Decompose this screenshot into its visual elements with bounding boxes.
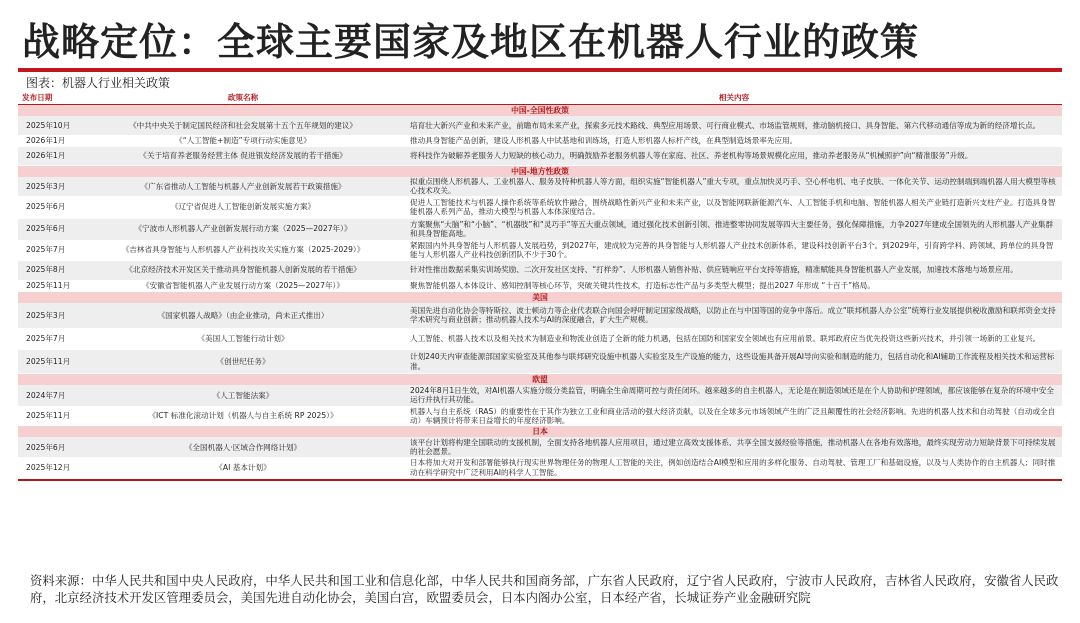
table-bottom-rule: [18, 479, 1062, 481]
header-policy-name: 政策名称: [80, 92, 406, 104]
table-row: [18, 240, 1062, 260]
section-label: 中国-地方性政策: [18, 166, 1062, 178]
cell-policy-name: 《广东省推动人工智能与机器人产业创新发展若干政策措施》: [80, 177, 406, 196]
cell-policy-name: 《AI 基本计划》: [80, 458, 406, 477]
table-row: [18, 350, 1062, 374]
cell-policy-name: 《人工智能法案》: [80, 385, 406, 406]
cell-date: 2025年3月: [18, 303, 80, 329]
cell-content: 紧跟国内外具身智能与人形机器人发展趋势，到2027年，建成较为完善的具身智能与人形机器人产业技术创新体系，建设科技创新平台3个。到2029年，引育跨学科、跨领域、跨单位的具身智能与人形机器人产业科技创新团队不少于30个。: [406, 240, 1062, 260]
table-row: [18, 329, 1062, 350]
cell-date: 2026年1月: [18, 147, 80, 166]
table-body: [18, 104, 1062, 477]
section-row: [18, 425, 1062, 437]
header-date: 发布日期: [18, 92, 80, 104]
section-label: 日本: [18, 425, 1062, 437]
cell-content: 推动具身智能产品创新，建设人形机器人中试基地和训练场，打造人形机器人标杆产线，在典型制造场景率先应用。: [406, 136, 1062, 147]
title-divider: [18, 68, 1062, 72]
section-label: 中国-全国性政策: [18, 104, 1062, 116]
cell-date: 2025年11月: [18, 406, 80, 425]
cell-content: 机器人与自主系统（RAS）的重要性在于其作为独立工业和商业活动的强大经济贡献，以及在全球多元市场领域产生的广泛且颠覆性的社会经济影响。先进的机器人技术和自动驾驶（自动或全自动）车辆预计将带来日益增长的年度经济影响。: [406, 406, 1062, 425]
cell-policy-name: 《ICT 标准化滚动计划（机器人与自主系统 RP 2025）》: [80, 406, 406, 425]
source-note: 资料来源：中华人民共和国中央人民政府，中华人民共和国工业和信息化部，中华人民共和国商务部，广东省人民政府，辽宁省人民政府，宁波市人民政府，吉林省人民政府，安徽省人民政府，北京经济技术开发区管理委员会，美国先进自动化协会，美国白宫，欧盟委员会，日本内阁办公室，日本经产省，长城证券产业金融研究院: [30, 573, 1059, 605]
cell-date: 2025年6月: [18, 196, 80, 218]
table-row: [18, 116, 1062, 136]
cell-content: 2024年8月1日生效，对AI机器人实施分级分类监管，明确全生命周期可控与责任闭环。越来越多的自主机器人，无论是在制造领域还是在个人协助和护理领域，都应该能够在复杂的环境中安全运行并执行其功能。: [406, 385, 1062, 406]
table-row: [18, 218, 1062, 240]
cell-content: 拟重点围绕人形机器人、工业机器人、服务及特种机器人等方面，组织实施“智能机器人”重大专项，重点加快灵巧手、空心杯电机、电子皮肤、一体化关节、运动控制端到端机器人用大模型等核心技术攻关。: [406, 177, 1062, 196]
table-row: [18, 136, 1062, 147]
table-row: [18, 177, 1062, 196]
cell-content: 计划240天内审查能源部国家实验室及其他参与联邦研究设施中机器人实验室及生产设施的能力，这些设施具备开展AI导向实验和制造的能力，包括自动化和AI辅助工作流程及相关技术和运营标准。: [406, 350, 1062, 374]
cell-date: 2025年11月: [18, 350, 80, 374]
table-row: [18, 260, 1062, 280]
table-row: [18, 280, 1062, 291]
section-label: 美国: [18, 291, 1062, 303]
cell-policy-name: 《全国机器人·区域合作网络计划》: [80, 437, 406, 458]
cell-content: 美国先进自动化协会等特斯拉、波士顿动力等企业代表联合向国会呼吁制定国家级战略，以防止在与中国等国的竞争中落后。成立“联邦机器人办公室”统筹行业发展提供税收激励和联邦资金支持学术研究与商业创新；推动机器人技术与AI的深度融合，扩大生产规模。: [406, 303, 1062, 329]
section-row: [18, 166, 1062, 178]
cell-date: 2024年7月: [18, 385, 80, 406]
cell-content: 培育壮大新兴产业和未来产业，前瞻布局未来产业，探索多元技术路线、典型应用场景、可行商业模式、市场监管规则，推动脑机接口、具身智能、第六代移动通信等成为新的经济增长点。: [406, 116, 1062, 136]
page-title: 战略定位：全球主要国家及地区在机器人行业的政策: [22, 20, 920, 64]
cell-policy-name: 《国家机器人战略》（由企业推动，尚未正式推出）: [80, 303, 406, 329]
table-row: [18, 406, 1062, 425]
cell-date: 2025年7月: [18, 329, 80, 350]
cell-date: 2025年8月: [18, 260, 80, 280]
cell-policy-name: 《中共中央关于制定国民经济和社会发展第十五个五年规划的建议》: [80, 116, 406, 136]
cell-policy-name: 《创世纪任务》: [80, 350, 406, 374]
cell-policy-name: 《安徽省智能机器人产业发展行动方案（2025—2027年）》: [80, 280, 406, 291]
cell-date: 2025年10月: [18, 116, 80, 136]
table-row: [18, 147, 1062, 166]
cell-content: 促进人工智能技术与机器人操作系统等系统软件融合，围绕战略性新兴产业和未来产业，以及智能网联新能源汽车、人工智能手机和电脑、智能机器人相关产业链打造新兴支柱产业。打造具身智能机器人系列产品，推动大模型与机器人本体深度结合。: [406, 196, 1062, 218]
table-header-row: [18, 92, 1062, 104]
cell-date: 2025年12月: [18, 458, 80, 477]
cell-content: 日本将加大对开发和部署能够执行现实世界物理任务的物理人工智能的关注，例如创造结合AI模型和应用的多样化服务、自动驾驶、管理工厂和基础设施，以及与人类协作的自主机器人；同时推动在科学研究中广泛利用AI的科学人工智能。: [406, 458, 1062, 477]
cell-policy-name: 《美国人工智能行动计划》: [80, 329, 406, 350]
cell-policy-name: 《宁波市人形机器人产业创新发展行动方案（2025—2027年）》: [80, 218, 406, 240]
cell-date: 2025年6月: [18, 218, 80, 240]
table-row: [18, 303, 1062, 329]
section-row: [18, 104, 1062, 116]
cell-content: 针对性推出数据采集实训场奖励、二次开发社区支持、“打样券”、人形机器人销售补贴、供应链响应平台支持等措施，精准赋能具身智能机器人产业发展，加速技术落地与场景应用。: [406, 260, 1062, 280]
cell-policy-name: 《“人工智能+制造”专项行动实施意见》: [80, 136, 406, 147]
cell-date: 2025年3月: [18, 177, 80, 196]
figure-caption: 图表：机器人行业相关政策: [26, 76, 171, 90]
cell-content: 人工智能、机器人技术以及相关技术为制造业和物流业创造了全新的能力机遇，包括在国防和国家安全领域也有应用前景。联邦政府应当优先投资这些新兴技术，并引领一场新的工业复兴。: [406, 329, 1062, 350]
cell-content: 该平台计划将构建全国联动的支援机制，全面支持各地机器人应用项目，通过建立高效支援体系、共享全国支援经验等措施，推动机器人在各地有效落地，最终实现劳动力短缺背景下可持续发展的社会愿景。: [406, 437, 1062, 458]
cell-date: 2025年6月: [18, 437, 80, 458]
cell-content: 将科技作为破解养老服务人力短缺的核心动力，明确鼓励养老服务机器人等在家庭、社区、养老机构等场景规模化应用，推动养老服务从“机械照护”向“精准服务”升级。: [406, 147, 1062, 166]
table-row: [18, 196, 1062, 218]
table-row: [18, 458, 1062, 477]
table-row: [18, 385, 1062, 406]
cell-policy-name: 《北京经济技术开发区关于推动具身智能机器人创新发展的若干措施》: [80, 260, 406, 280]
cell-content: 聚焦智能机器人本体设计、感知控制等核心环节，突破关键共性技术，打造标志性产品与多类型大模型；提出2027 年形成 “十百千”格局。: [406, 280, 1062, 291]
cell-policy-name: 《吉林省具身智能与人形机器人产业科技攻关实施方案（2025-2029）》: [80, 240, 406, 260]
section-label: 欧盟: [18, 374, 1062, 386]
cell-content: 方案聚焦“大脑”和“小脑”、“机器肢”和“灵巧手”等五大重点领域，通过强化技术创新引领、推进整零协同发展等四大主要任务，强化保障措施，力争2027年建成全国领先的人形机器人产业集群和具身智能高地。: [406, 218, 1062, 240]
cell-date: 2025年7月: [18, 240, 80, 260]
section-row: [18, 291, 1062, 303]
cell-policy-name: 《辽宁省促进人工智能创新发展实施方案》: [80, 196, 406, 218]
header-content: 相关内容: [406, 92, 1062, 104]
section-row: [18, 374, 1062, 386]
cell-policy-name: 《关于培育养老服务经营主体 促进银发经济发展的若干措施》: [80, 147, 406, 166]
table-row: [18, 437, 1062, 458]
policy-table: [18, 92, 1062, 478]
cell-date: 2026年1月: [18, 136, 80, 147]
cell-date: 2025年11月: [18, 280, 80, 291]
